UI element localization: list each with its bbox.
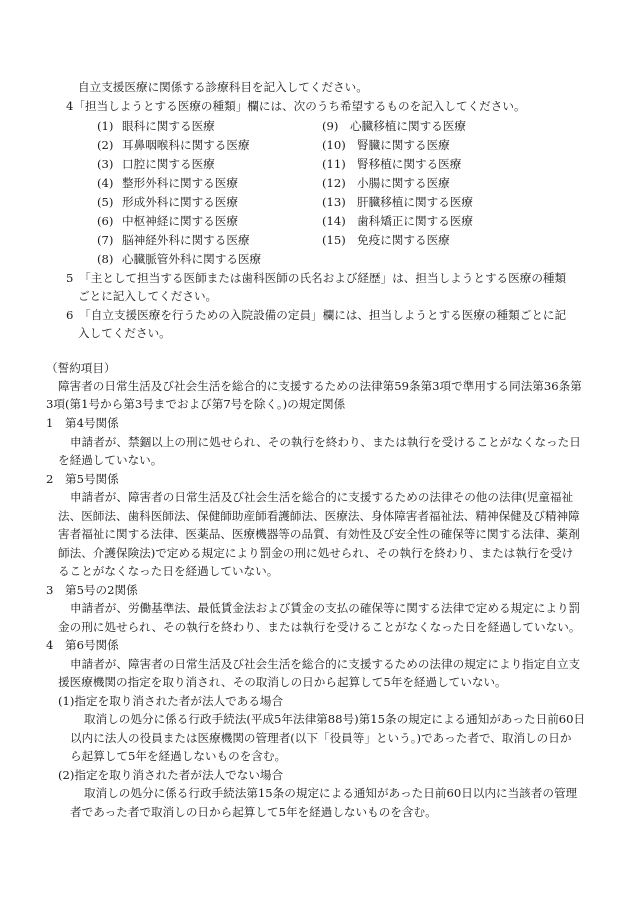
list-num: (1) (97, 119, 114, 133)
list-item: 小腸に関する医療 (357, 176, 450, 190)
list-item: 口腔に関する医療 (122, 157, 215, 171)
s6-line1: 6 「自立支援医療を行うための入院設備の定員」欄には、担当しようとする医療の種類ごとに記 (66, 308, 567, 322)
s6-line2: 入してください。 (78, 326, 171, 340)
item4-sub1-line2: 以内に法人の役員または医療機関の管理者(以下「役員等」という。)であった者で、取消しの日か (70, 731, 572, 745)
item2-line2: 法、医師法、歯科医師法、保健師助産師看護師法、医療法、身体障害者福祉法、精神保健及び精神障 (58, 509, 580, 523)
oath-intro-1: 障害者の日常生活及び社会生活を総合的に支援するための法律第59条第3項で準用する同法第36条第 (58, 379, 582, 393)
list-num: (6) (97, 214, 114, 228)
list-num: (7) (97, 233, 114, 247)
list-item: 肝臓移植に関する医療 (357, 195, 473, 209)
item1-heading: 1 第4号関係 (46, 416, 119, 430)
item4-sub2-line1: 取消しの処分に係る行政手続法第15条の規定による通知があった日前60日以内に当該者の管理 (84, 786, 578, 800)
list-num: (9) (322, 119, 339, 133)
list-item: 腎臓に関する医療 (357, 138, 450, 152)
list-num: (14) (322, 214, 346, 228)
item2-line4: 師法、介護保険法)で定める規定により罰金の刑に処せられ、その執行を終わり、または執行を受け (58, 546, 574, 560)
item4-sub2-heading: (2)指定を取り消された者が法人でない場合 (58, 768, 284, 782)
item4-heading: 4 第6号関係 (46, 638, 119, 652)
list-num: (11) (322, 157, 346, 171)
item4-line2: 援医療機関の指定を取り消され、その取消しの日から起算して5年を経過していない。 (58, 675, 507, 689)
list-item: 心臓脈管外科に関する医療 (122, 252, 262, 266)
item3-heading: 3 第5号の2関係 (46, 583, 138, 597)
item2-line3: 害者福祉に関する法律、医薬品、医療機器等の品質、有効性及び安全性の確保等に関する法律、薬剤 (58, 527, 580, 541)
list-num: (10) (322, 138, 346, 152)
list-item: 眼科に関する医療 (122, 119, 215, 133)
item2-heading: 2 第5号関係 (46, 472, 119, 486)
item3-line2: 金の刑に処せられ、その執行を終わり、または執行を受けることがなくなった日を経過していない。 (58, 620, 581, 634)
item1-line2: を経過していない。 (58, 453, 163, 467)
item4-line1: 申請者が、障害者の日常生活及び社会生活を総合的に支援するための法律の規定により指定自立支 (70, 657, 581, 671)
list-num: (12) (322, 176, 346, 190)
s5-line2: ごとに記入してください。 (78, 289, 218, 303)
item4-sub1-heading: (1)指定を取り消された者が法人である場合 (58, 694, 284, 708)
item4-sub1-line1: 取消しの処分に係る行政手続法(平成5年法律第88号)第15条の規定による通知があった日前60日 (84, 712, 586, 726)
list-num: (2) (97, 138, 114, 152)
list-item: 腎移植に関する医療 (357, 157, 462, 171)
list-num: (4) (97, 176, 114, 190)
item4-sub2-line2: 者であった者で取消しの日から起算して5年を経過しないものを含む。 (70, 805, 437, 819)
item2-line5: ることがなくなった日を経過していない。 (58, 564, 279, 578)
item3-line1: 申請者が、労働基準法、最低賃金法および賃金の支払の確保等に関する法律で定める規定により罰 (70, 601, 581, 615)
item2-line1: 申請者が、障害者の日常生活及び社会生活を総合的に支援するための法律その他の法律(児童福祉 (70, 490, 574, 504)
list-item: 歯科矯正に関する医療 (357, 214, 473, 228)
s5-line1: 5 「主として担当する医師または歯科医師の氏名および経歴」は、担当しようとする医療の種類 (66, 271, 567, 285)
list-num: (13) (322, 195, 346, 209)
list-item: 脳神経外科に関する医療 (122, 233, 250, 247)
list-item: 形成外科に関する医療 (122, 195, 238, 209)
s4-line0: 自立支援医療に関係する診療科目を記入してください。 (78, 80, 368, 94)
list-num: (8) (97, 252, 114, 266)
oath-intro-2: 3項(第1号から第3号までおよび第7号を除く。)の規定関係 (46, 397, 346, 411)
item4-sub1-line3: ら起算して5年を経過しないものを含む。 (70, 749, 287, 763)
list-item: 免疫に関する医療 (357, 233, 450, 247)
list-item: 心臓移植に関する医療 (350, 119, 466, 133)
item1-line1: 申請者が、禁錮以上の刑に処せられ、その執行を終わり、または執行を受けることがなくなった日 (70, 435, 581, 449)
list-num: (5) (97, 195, 114, 209)
s4-title: 4「担当しようとする医療の種類」欄には、次のうち希望するものを記入してください。 (66, 99, 526, 113)
list-item: 整形外科に関する医療 (122, 176, 238, 190)
list-item: 中枢神経に関する医療 (122, 214, 238, 228)
list-item: 耳鼻咽喉科に関する医療 (122, 138, 250, 152)
oath-heading: （誓約項目） (46, 361, 116, 375)
list-num: (3) (97, 157, 114, 171)
list-num: (15) (322, 233, 346, 247)
